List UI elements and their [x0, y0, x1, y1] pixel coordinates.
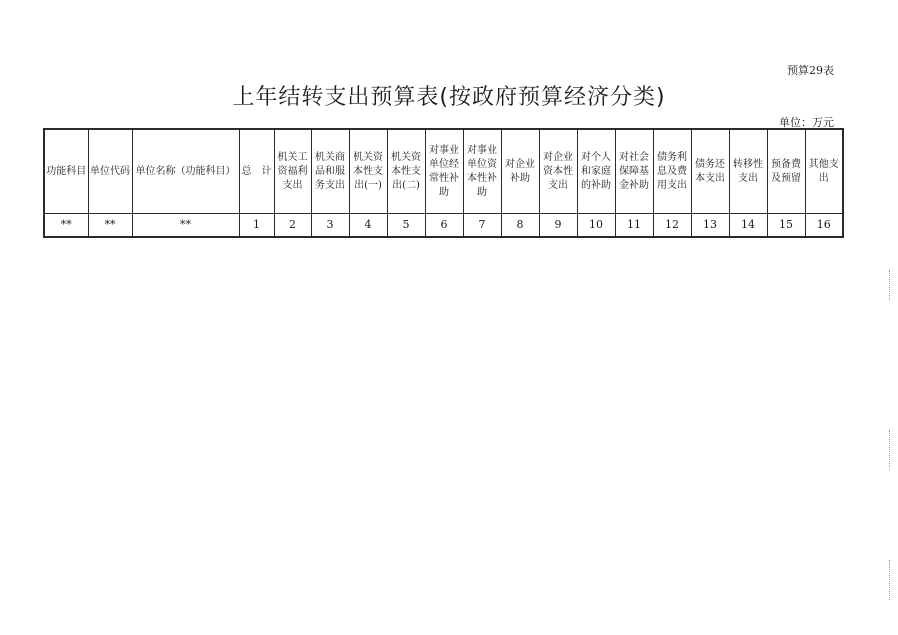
column-header: 机关资本性支出(二): [387, 129, 425, 214]
index-cell: 12: [653, 214, 691, 238]
index-cell: 15: [767, 214, 805, 238]
column-header: 机关商品和服务支出: [311, 129, 349, 214]
column-header: 预备费及预留: [767, 129, 805, 214]
index-cell: 6: [425, 214, 463, 238]
index-cell: **: [132, 214, 239, 238]
index-cell: 11: [615, 214, 653, 238]
index-cell: 8: [501, 214, 539, 238]
scan-artifact: [889, 560, 892, 600]
column-header: 转移性支出: [729, 129, 767, 214]
index-cell: 1: [239, 214, 274, 238]
index-cell: 2: [274, 214, 311, 238]
index-cell: 14: [729, 214, 767, 238]
index-row: [44, 214, 843, 238]
scan-artifact: [889, 270, 892, 300]
column-header: 对事业单位资本性补助: [463, 129, 501, 214]
unit-label: 单位：万元: [779, 116, 834, 129]
index-cell: 4: [349, 214, 387, 238]
header-row: [44, 129, 843, 214]
column-header: 对企业资本性支出: [539, 129, 577, 214]
index-cell: 7: [463, 214, 501, 238]
table-code: 预算29表: [787, 64, 834, 77]
column-header: 机关工资福利支出: [274, 129, 311, 214]
column-header: 对事业单位经常性补助: [425, 129, 463, 214]
column-header: 债务还本支出: [691, 129, 729, 214]
column-header: 单位名称（功能科目）: [132, 129, 239, 214]
index-cell: 13: [691, 214, 729, 238]
column-header: 总 计: [239, 129, 274, 214]
column-header: 对个人和家庭的补助: [577, 129, 615, 214]
index-cell: 5: [387, 214, 425, 238]
scan-artifact: [889, 430, 892, 470]
index-cell: **: [88, 214, 132, 238]
column-header: 对企业补助: [501, 129, 539, 214]
index-cell: **: [44, 214, 88, 238]
column-header: 机关资本性支出(一): [349, 129, 387, 214]
index-cell: 3: [311, 214, 349, 238]
page-title: 上年结转支出预算表(按政府预算经济分类): [232, 85, 666, 110]
column-header: 其他支出: [805, 129, 843, 214]
index-cell: 16: [805, 214, 843, 238]
index-cell: 9: [539, 214, 577, 238]
column-header: 对社会保障基金补助: [615, 129, 653, 214]
column-header: 功能科目: [44, 129, 88, 214]
index-cell: 10: [577, 214, 615, 238]
budget-table: [43, 128, 844, 238]
column-header: 单位代码: [88, 129, 132, 214]
column-header: 债务利息及费用支出: [653, 129, 691, 214]
